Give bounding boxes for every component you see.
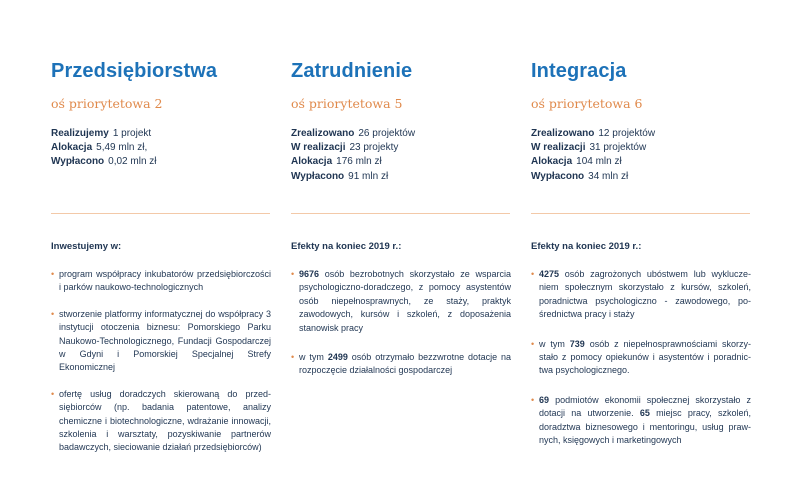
stat-value: 26 projektów [358,128,416,139]
stat-row [531,127,655,141]
list-item-text [539,338,751,378]
column-subtitle: oś priorytetowa 6 [531,96,643,111]
list-item-text: ofertę usług doradczych skierowaną do przedsiębiorców (np. badania patentowe, analizy chemiczne i biotechnologiczne, wdrażanie innowacji, szkolenia i warsztaty, pozyskiwanie partnerów badawczych, sieciowanie działań przedsiębiorców) [59,388,271,453]
text-run: osób bezrobotnych skorzystało ze wsparcia psychologiczno-doradczego, z pomocy asystentów osób niepełnosprawnych, ze staży, praktyk zawodowych, kursów i szkoleń, z doposażenia stanowisk pracy [299,269,511,333]
section-heading: Inwestujemy w: [51,241,122,252]
bullet-list [531,268,751,447]
stat-value: 23 projekty [349,142,399,154]
stat-row [51,155,157,169]
text-run: w tym [299,352,328,363]
divider [531,213,750,214]
list-item-text: program współpracy inkubatorów przedsiębiorczości i parków naukowo-technologicznych [59,269,271,293]
bullet-icon: • [51,308,55,319]
stats-block [531,127,655,184]
text-run: osób z niepełnosprawnościami skorzystało z pomocy opiekunów i asystentów i poradnictwa psychologicznego. [539,338,751,376]
stat-row [291,141,415,155]
stat-label: Zrealizowano [531,128,595,139]
column-subtitle: oś priorytetowa 5 [291,96,403,111]
stat-label: Wypłacono [51,156,105,168]
list-item [51,308,271,375]
column-title: Zatrudnienie [291,60,413,82]
list-item-text [299,351,511,378]
stat-value: 1 projekt [112,128,152,139]
stat-row [531,170,655,184]
divider [51,213,270,214]
stat-label: Zrealizowano [291,128,355,139]
stat-value: 34 mln zł [588,170,629,182]
stat-value: 31 projektów [589,142,647,154]
text-run: osób otrzymało bezzwrotne dotacje na rozpoczęcie działalności gospodarczej [299,352,511,376]
stat-label: Wypłacono [531,170,585,182]
text-run: osób zagrożonych ubóstwem lub wykluczeniem społecznym skorzystało z kursów, szkoleń, poradnictwa psychologiczno - zawodowego, pośrednictwa pracy i staży [539,269,751,320]
list-item [531,394,751,448]
bullet-list [291,268,511,378]
stat-label: Wypłacono [291,170,345,182]
column-title: Integracja [531,60,627,82]
bullet-list [51,268,271,455]
bullet-icon: • [51,388,55,399]
stat-value: 0,02 mln zł [108,156,157,168]
section-heading: Efekty na koniec 2019 r.: [531,241,642,252]
section-heading: Efekty na koniec 2019 r.: [291,241,402,252]
stat-label: Realizujemy [51,128,109,139]
stat-value: 104 mln zł [576,156,622,168]
bullet-icon: • [531,394,535,405]
column-subtitle: oś priorytetowa 2 [51,96,163,111]
highlight-number: 739 [569,338,585,349]
stat-row [531,155,655,169]
column-title: Przedsiębiorstwa [51,60,218,82]
stats-block [51,127,157,170]
bullet-icon: • [51,269,55,279]
list-item-text [539,268,751,322]
stat-value: 12 projektów [598,128,656,139]
stat-value: 5,49 mln zł, [96,142,148,154]
list-item [291,268,511,335]
stat-row [51,141,157,155]
stat-label: Alokacja [51,142,93,154]
stat-value: 91 mln zł [348,170,389,182]
highlight-number: 65 [639,408,650,419]
stat-label: Alokacja [531,156,573,168]
text-run: podmiotów ekonomii społecznej skorzystało z dotacji na utworzenie. [539,394,751,419]
list-item-text: stworzenie platformy informatycznej do współpracy 3 instytucji otoczenia biznesu: Pomorskiego Parku Naukowo-Technologicznego, Fundacji Gospodarczej w Gdyni i Pomorskiej Specjalnej Strefy Ekonomicznej [59,308,271,373]
list-item [531,338,751,378]
stat-label: W realizacji [291,142,346,154]
list-item-text [539,394,751,448]
list-item-text [299,268,511,335]
list-item [51,268,271,295]
highlight-number: 9676 [299,269,320,279]
bullet-icon: • [291,352,295,363]
stat-row [291,155,415,169]
bullet-icon: • [531,338,535,349]
divider [291,213,510,214]
list-item [291,351,511,378]
bullet-icon: • [531,269,535,279]
list-item [531,268,751,322]
highlight-number: 69 [539,394,550,405]
highlight-number: 4275 [539,269,560,279]
stat-row [291,170,415,184]
stat-value: 176 mln zł [336,156,382,168]
stat-row [531,141,655,155]
stat-label: W realizacji [531,142,586,154]
stat-label: Alokacja [291,156,333,168]
stats-block [291,127,415,184]
list-item [51,388,271,455]
highlight-number: 2499 [327,352,348,363]
text-run: miejsc pracy, szkoleń, doradztwa biznesowego i mentoringu, usług prawnych, księgowych i marketingowych [539,408,752,446]
text-run: w tym [539,338,570,349]
bullet-icon: • [291,269,295,279]
stat-row [51,127,157,141]
stat-row [291,127,415,141]
